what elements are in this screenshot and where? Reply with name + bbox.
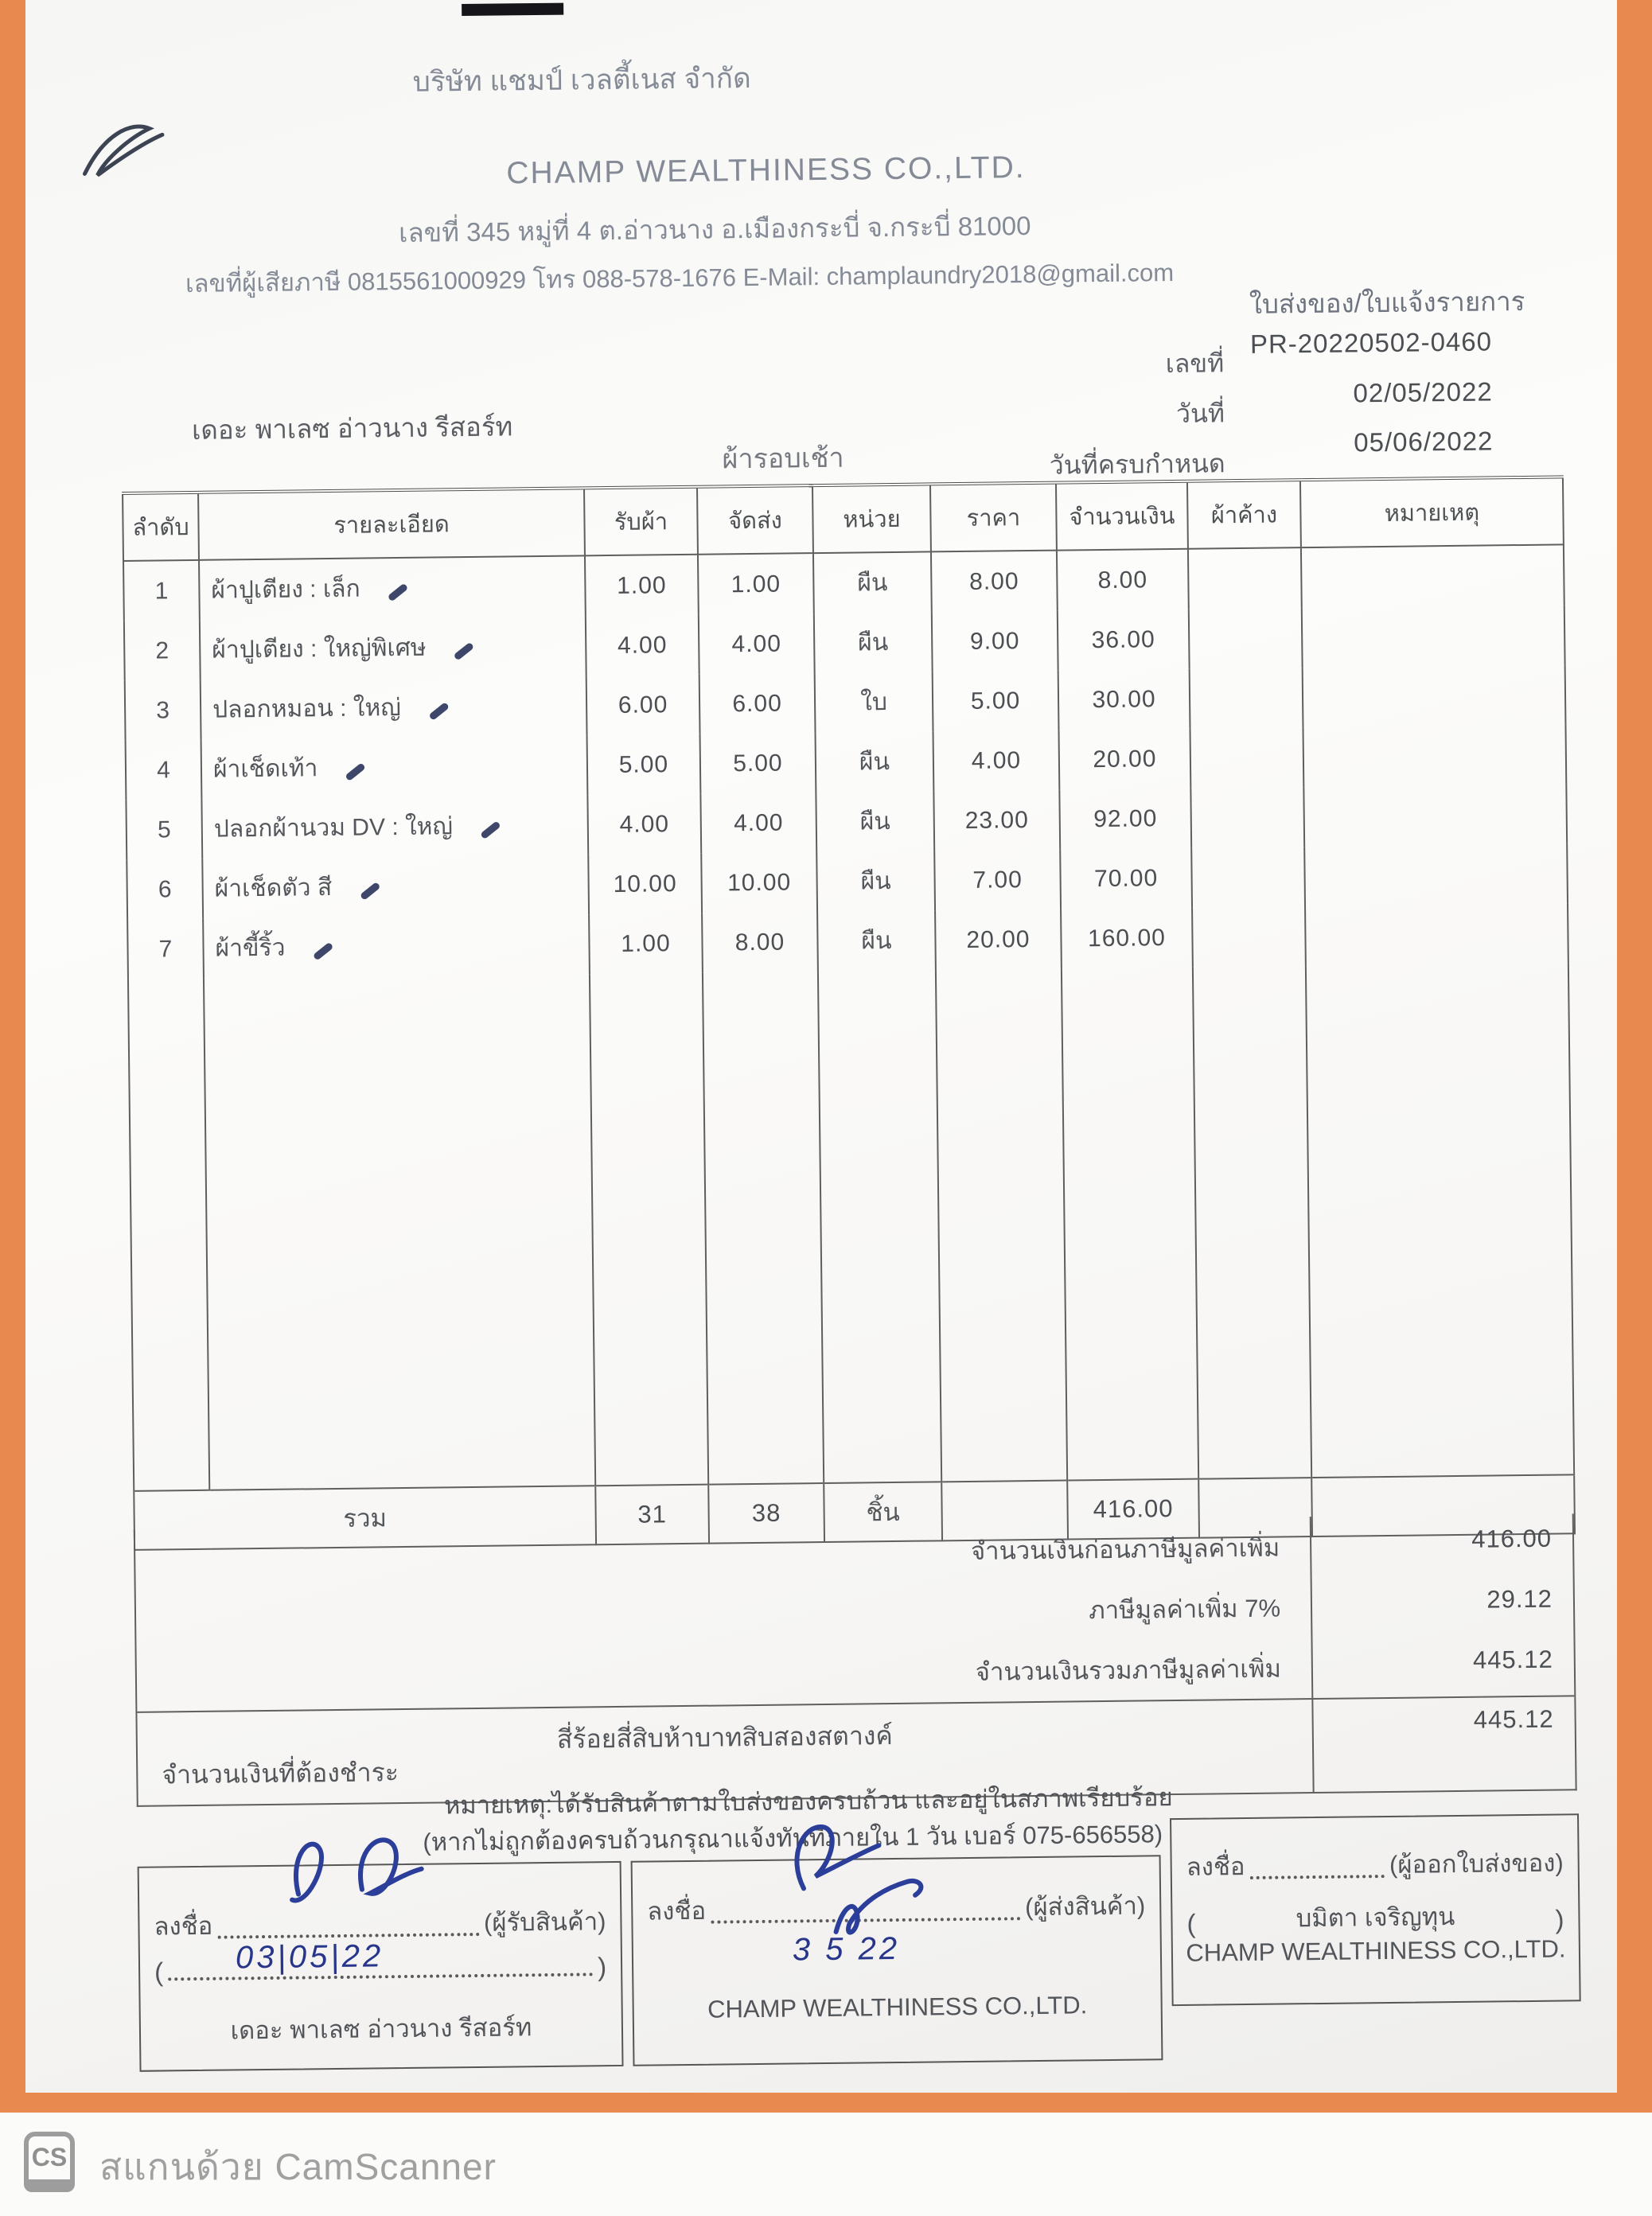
cell-price: 9.00: [932, 611, 1058, 672]
signature-dotted-line: [711, 1912, 1020, 1923]
pen-tick-icon: [428, 702, 450, 721]
sender-handwritten-date: 3 5 22: [792, 1930, 901, 1968]
col-header-unit: หน่วย: [812, 484, 931, 553]
cell-delivered: 4.00: [699, 613, 815, 675]
issuer-role: (ผู้ออกใบส่งของ): [1389, 1848, 1564, 1879]
customer-name: เดอะ พาเลซ อ่าวนาง รีสอร์ท: [191, 411, 513, 445]
cell-delivered: 1.00: [698, 553, 814, 615]
cell-unit: ผืน: [816, 851, 935, 912]
cell-remark: [1302, 605, 1565, 668]
cell-amount: 92.00: [1059, 789, 1191, 850]
camscanner-footer: [0, 2113, 1652, 2216]
doc-number-value: PR-20220502-0460: [1249, 326, 1493, 359]
cell-unit: ผืน: [817, 910, 936, 972]
cell-unit: ผืน: [814, 612, 933, 673]
cell-remark: [1303, 724, 1566, 787]
doc-due-label: วันที่ครบกำหนด: [1049, 449, 1225, 480]
sender-role: (ผู้ส่งสินค้า): [1024, 1891, 1146, 1922]
col-header-pending: ผ้าค้าง: [1187, 480, 1301, 549]
cell-received: 6.00: [586, 675, 700, 736]
col-header-received: รับผ้า: [584, 487, 698, 556]
total-delivered: 38: [708, 1483, 824, 1544]
company-name-en: CHAMP WEALTHINESS CO.,LTD.: [506, 150, 1026, 191]
receiver-organization: เดอะ พาเลซ อ่าวนาง รีสอร์ท: [230, 2013, 532, 2045]
cell-no: 1: [123, 560, 200, 621]
cell-no: 5: [126, 800, 202, 860]
doc-date-label: วันที่: [1175, 399, 1225, 428]
total-amount: 416.00: [1067, 1479, 1199, 1540]
cell-pending: [1191, 847, 1305, 908]
cell-received: 1.00: [589, 913, 703, 975]
amount-in-words: สี่ร้อยสี่สิบห้าบาทสิบสองสตางค์: [556, 1721, 894, 1754]
paren-open: (: [1186, 1908, 1196, 1938]
vat-label: ภาษีมูลค่าเพิ่ม 7%: [1089, 1594, 1281, 1625]
total-label: รวม: [134, 1486, 596, 1550]
cell-unit: ใบ: [815, 672, 933, 733]
cell-price: 20.00: [935, 909, 1062, 971]
cell-price: 7.00: [934, 850, 1061, 911]
signature-box-sender: [631, 1855, 1163, 2066]
company-name-th: บริษัท แชมป์ เวลตี้เนส จำกัด: [412, 62, 751, 98]
paren-close: ): [597, 1952, 607, 1982]
item-description: ปลอกหมอน : ใหญ่: [212, 694, 401, 723]
col-header-description: รายละเอียด: [198, 488, 585, 559]
total-received: 31: [595, 1485, 709, 1545]
sign-label: ลงชื่อ: [154, 1911, 213, 1941]
item-description: ผ้าเช็ดเท้า: [212, 755, 318, 783]
col-header-delivered: จัดส่ง: [697, 485, 813, 555]
signature-box-issuer: [1170, 1813, 1581, 2006]
camscanner-logo-base: [24, 2179, 75, 2192]
cell-received: 1.00: [585, 555, 699, 617]
paren-open: (: [154, 1957, 164, 1987]
cell-delivered: 4.00: [700, 793, 816, 854]
cell-no: 7: [127, 919, 204, 979]
grand-total-value: 445.12: [1311, 1634, 1574, 1698]
cell-description: [201, 676, 587, 739]
cell-amount: 20.00: [1058, 729, 1190, 790]
signature-section: [138, 1850, 1582, 2072]
signature-dotted-line: [1250, 1870, 1385, 1879]
signature-dotted-line: [217, 1928, 479, 1939]
sign-label: ลงชื่อ: [647, 1896, 707, 1926]
cell-pending: [1190, 668, 1303, 729]
subtotal-value: 416.00: [1310, 1513, 1573, 1577]
grand-total-label: จำนวนเงินรวมภาษีมูลค่าเพิ่ม: [975, 1654, 1282, 1686]
cell-remark: [1303, 784, 1567, 847]
summary-section: [134, 1513, 1577, 1807]
cell-price: 5.00: [933, 671, 1059, 732]
cell-no: 6: [127, 859, 203, 920]
receiver-role: (ผู้รับสินค้า): [483, 1907, 606, 1937]
item-description: ผ้าปูเตียง : เล็ก: [211, 575, 360, 604]
col-header-remark: หมายเหตุ: [1300, 477, 1564, 547]
col-header-no: ลำดับ: [123, 493, 199, 561]
cell-amount: 8.00: [1057, 549, 1189, 611]
pen-tick-icon: [480, 820, 501, 839]
cell-price: 4.00: [933, 730, 1060, 792]
pen-tick-icon: [388, 583, 409, 602]
cell-price: 23.00: [933, 790, 1060, 851]
cell-amount: 36.00: [1058, 609, 1190, 671]
cell-received: 4.00: [586, 615, 699, 676]
scanned-document: [25, 0, 1617, 2093]
item-description: ปลอกผ้านวม DV : ใหญ่: [213, 813, 454, 843]
document-type-title: ใบส่งของ/ใบแจ้งรายการ: [1249, 286, 1525, 319]
cell-unit: ผืน: [816, 791, 934, 852]
cell-description: [203, 914, 590, 978]
pen-tick-icon: [345, 762, 367, 781]
company-tax-line: เลขที่ผู้เสียภาษี 0815561000929 โทร 088-578-1676 E-Mail: champlaundry2018@gmail.com: [185, 258, 1175, 298]
cell-received: 4.00: [587, 794, 701, 855]
cell-amount: 30.00: [1058, 669, 1190, 730]
col-header-amount: จำนวนเงิน: [1056, 481, 1188, 551]
cell-unit: ผืน: [816, 731, 934, 793]
pen-tick-icon: [313, 942, 334, 961]
cell-delivered: 10.00: [701, 852, 817, 913]
cell-description: [200, 616, 586, 680]
camscanner-logo-icon: [24, 2132, 75, 2192]
cell-description: [201, 795, 588, 859]
cell-description: [199, 555, 586, 620]
cell-unit: ผืน: [813, 551, 932, 613]
subtotal-label: จำนวนเงินก่อนภาษีมูลค่าเพิ่ม: [970, 1533, 1280, 1565]
cell-pending: [1189, 608, 1303, 669]
cell-remark: [1303, 664, 1566, 727]
cell-amount: 160.00: [1061, 908, 1193, 969]
cell-amount: 70.00: [1060, 848, 1192, 909]
cell-no: 3: [125, 680, 201, 741]
cell-description: [202, 855, 589, 918]
receiver-handwritten-date: 03|05|22: [235, 1938, 384, 1976]
payable-value: 445.12: [1311, 1696, 1575, 1792]
laundry-round-title: ผ้ารอบเช้า: [722, 442, 844, 475]
pen-tick-icon: [359, 882, 380, 901]
pen-tick-icon: [454, 642, 475, 661]
cell-price: 8.00: [931, 551, 1058, 613]
doc-number-label: เลขที่: [1165, 349, 1225, 379]
issuer-organization: CHAMP WEALTHINESS CO.,LTD.: [1186, 1934, 1566, 1967]
table-empty-space: [128, 963, 1574, 1490]
cell-delivered: 5.00: [700, 733, 816, 794]
cell-description: [201, 735, 588, 799]
items-table: [122, 475, 1576, 1550]
note-line-2: (หากไม่ถูกต้องครบถ้วนกรุณาแจ้งทันทีภายใน 1 วัน เบอร์ 075-656558): [423, 1820, 1163, 1856]
cell-remark: [1304, 843, 1568, 906]
scan-artifact-dark-patch: [462, 3, 563, 16]
cell-pending: [1190, 787, 1304, 848]
col-header-price: ราคา: [930, 483, 1057, 552]
sign-label: ลงชื่อ: [1186, 1852, 1245, 1881]
cell-pending: [1190, 727, 1303, 789]
item-description: ผ้าเช็ดตัว สี: [214, 874, 333, 902]
cell-pending: [1188, 547, 1302, 609]
cell-delivered: 8.00: [702, 912, 818, 973]
cell-no: 2: [124, 621, 201, 681]
sender-organization: CHAMP WEALTHINESS CO.,LTD.: [707, 1991, 1088, 2023]
cell-remark: [1301, 544, 1564, 608]
total-unit: ชิ้น: [824, 1482, 942, 1542]
item-description: ผ้าปูเตียง : ใหญ่พิเศษ: [212, 634, 427, 664]
doc-date-value: 02/05/2022: [1353, 376, 1493, 408]
note-line-1: หมายเหตุ:ได้รับสินค้าตามใบส่งของครบถ้วน และอยู่ในสภาพเรียบร้อย: [443, 1783, 1173, 1820]
camscanner-logo-letters: CS: [31, 2143, 68, 2171]
payable-label: จำนวนเงินที่ต้องชำระ: [162, 1758, 399, 1790]
cell-no: 4: [126, 740, 202, 800]
cell-delivered: 6.00: [699, 673, 816, 734]
cell-remark: [1305, 903, 1568, 966]
signature-box-receiver: [138, 1861, 624, 2072]
cell-received: 10.00: [588, 854, 702, 915]
item-description: ผ้าขี้ริ้ว: [215, 934, 286, 962]
cell-received: 5.00: [587, 734, 701, 796]
doc-due-value: 05/06/2022: [1354, 426, 1494, 458]
company-address: เลขที่ 345 หมู่ที่ 4 ต.อ่าวนาง อ.เมืองกระบี่ จ.กระบี่ 81000: [398, 210, 1031, 247]
cell-pending: [1192, 906, 1306, 968]
paren-close: ): [1555, 1904, 1564, 1934]
vat-value: 29.12: [1311, 1574, 1574, 1638]
camscanner-watermark-text: สแกนด้วย CamScanner: [99, 2146, 497, 2187]
issuer-name: บมิตา เจริญทุน: [1295, 1902, 1455, 1933]
